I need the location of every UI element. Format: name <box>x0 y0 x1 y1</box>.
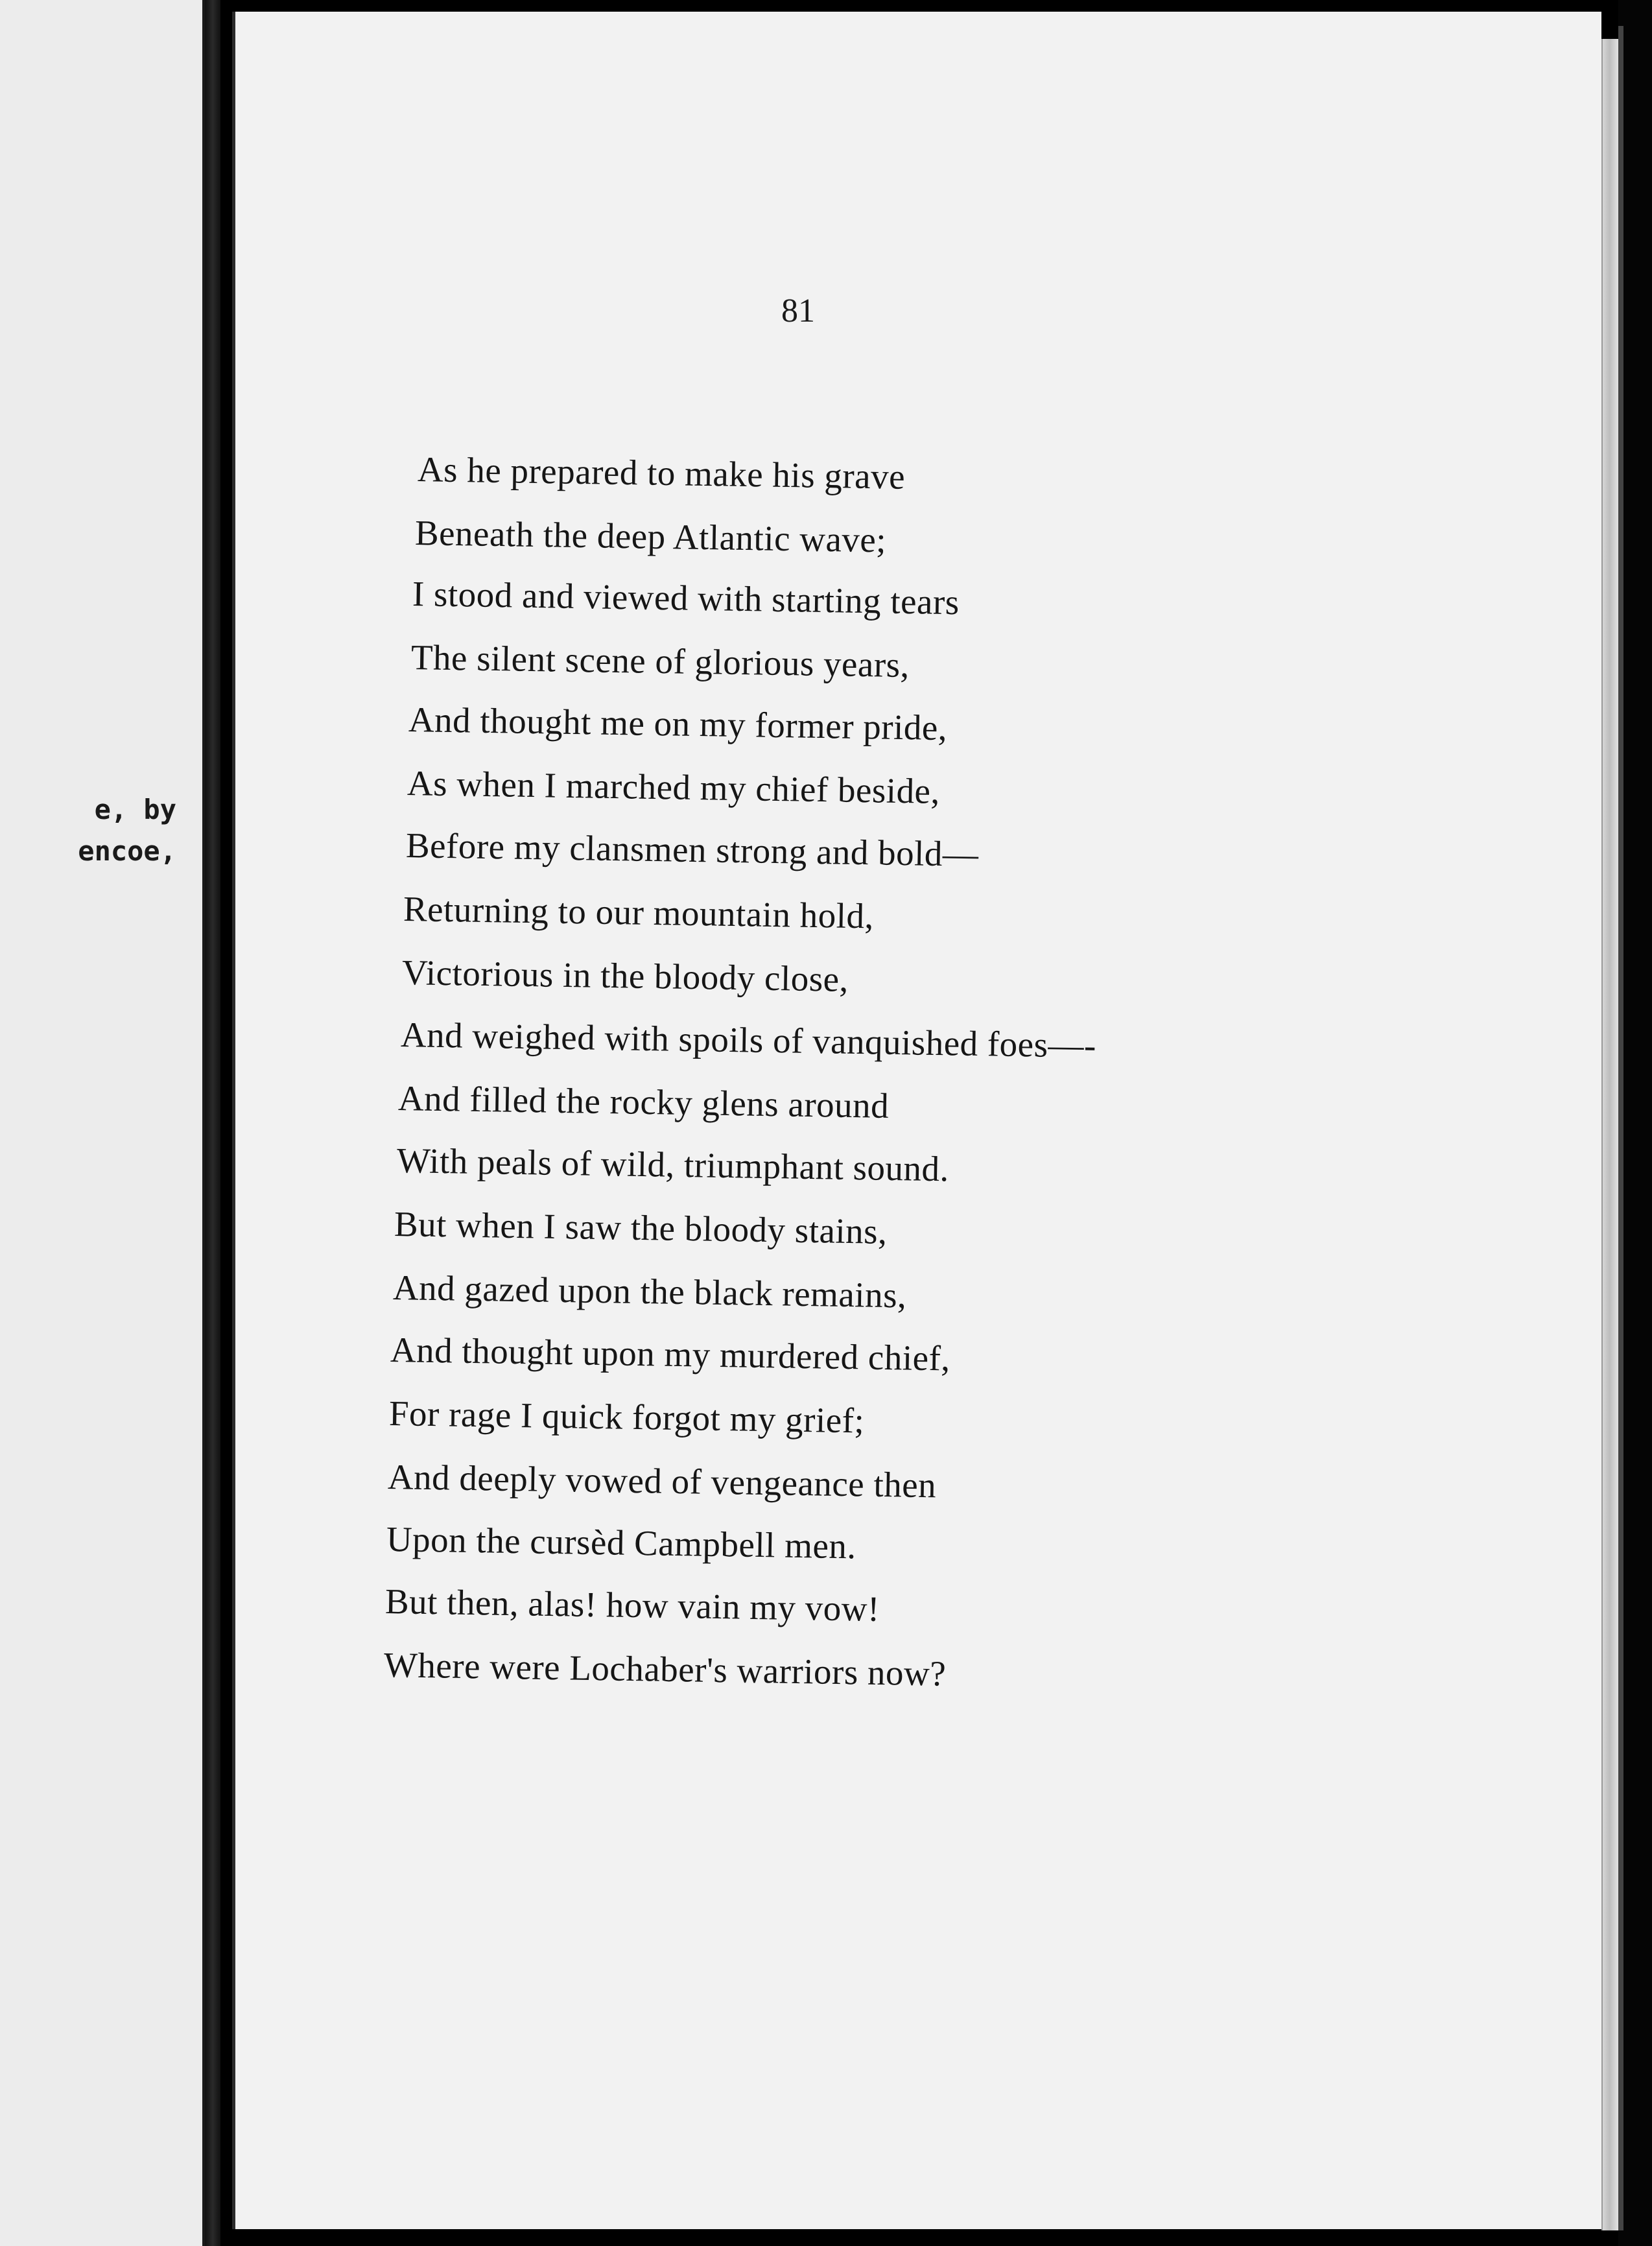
poem-line: As when I marched my chief beside, <box>407 763 941 811</box>
page-number: 81 <box>781 292 815 329</box>
poem-line: And thought me on my former pride, <box>408 700 948 748</box>
poem-line: Returning to our mountain hold, <box>403 889 875 936</box>
poem-line: But then, alas! how vain my vow! <box>384 1581 880 1629</box>
facing-page-text-fragment: encoe, <box>78 835 176 867</box>
poem-line: Where were Lochaber's warriors now? <box>383 1645 947 1694</box>
poem-line: With peals of wild, triumphant sound. <box>396 1141 950 1189</box>
poem-line: Upon the cursèd Campbell men. <box>386 1519 857 1566</box>
facing-page-text-fragment: e, by <box>94 794 176 825</box>
poem-line: For rage I quick forgot my grief; <box>388 1393 865 1441</box>
poem-line: And deeply vowed of vengeance then <box>387 1457 937 1506</box>
poem-line: Before my clansmen strong and bold— <box>405 825 979 874</box>
poem-line: The silent scene of glorious years, <box>410 637 910 685</box>
poem-line: And filled the rocky glens around <box>397 1078 890 1126</box>
poem-line: I stood and viewed with starting tears <box>412 574 960 622</box>
poem-line: But when I saw the bloody stains, <box>394 1204 888 1251</box>
poem-line: Beneath the deep Atlantic wave; <box>414 513 887 560</box>
poem-line: And thought upon my murdered chief, <box>390 1330 951 1378</box>
poem-line: As he prepared to make his grave <box>417 449 906 497</box>
poem-line: Victorious in the bloody close, <box>401 952 849 999</box>
poem-line: And weighed with spoils of vanquished foes—- <box>400 1015 1097 1065</box>
poem-line: And gazed upon the black remains, <box>392 1268 907 1316</box>
